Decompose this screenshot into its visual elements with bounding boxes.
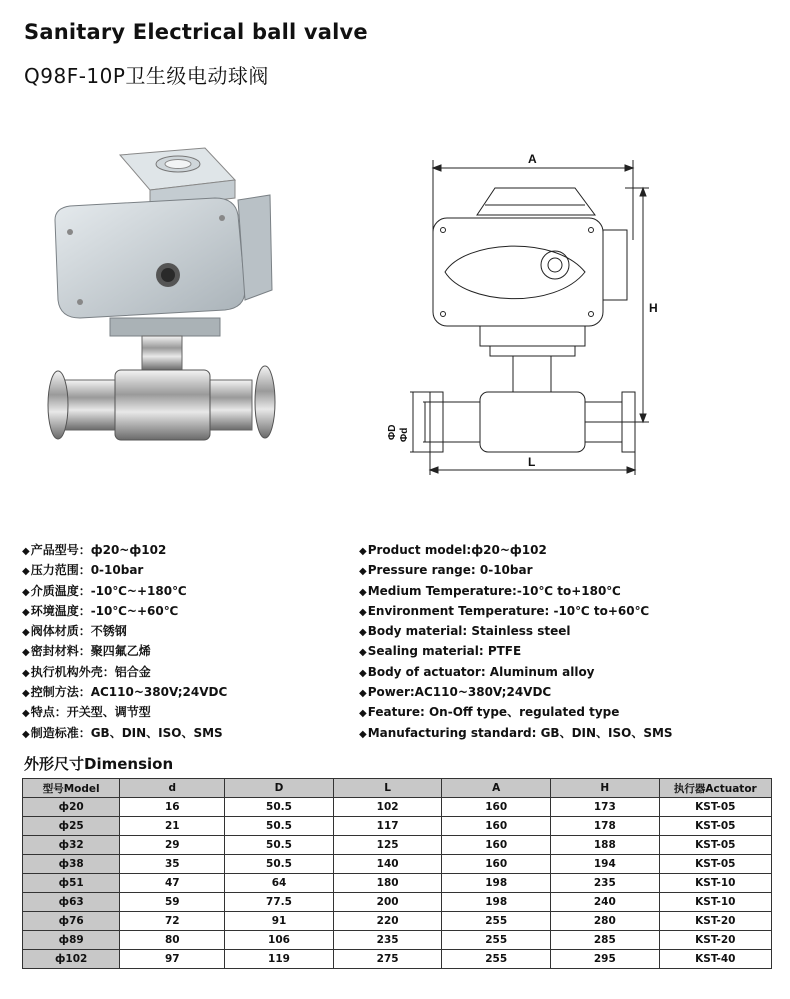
table-cell: 180	[333, 874, 442, 893]
spec-text: 介质温度：-10℃~+180℃	[30, 583, 187, 598]
model-cell: ф76	[23, 912, 120, 931]
spec-text: Environment Temperature: -10℃ to+60℃	[367, 603, 650, 618]
spec-row	[359, 582, 779, 602]
diamond-bullet-icon: ◆	[359, 728, 367, 740]
table-row	[23, 912, 772, 931]
model-cell: ф51	[23, 874, 120, 893]
diamond-bullet-icon: ◆	[359, 546, 367, 557]
diamond-bullet-icon: ◆	[22, 627, 30, 639]
model-cell: ф25	[23, 817, 120, 836]
spec-text: 特点：开关型、调节型	[30, 705, 151, 720]
spec-text: Medium Temperature:-10℃ to+180℃	[367, 583, 621, 598]
diamond-bullet-icon: ◆	[359, 708, 367, 720]
diamond-bullet-icon: ◆	[359, 688, 367, 700]
table-cell: 50.5	[225, 836, 334, 855]
table-cell: KST-40	[659, 950, 771, 969]
table-cell: 50.5	[225, 798, 334, 817]
table-cell: 35	[120, 855, 225, 874]
dim-label-L: L	[528, 455, 536, 469]
diamond-bullet-icon: ◆	[359, 627, 367, 639]
model-cell: ф20	[23, 798, 120, 817]
table-cell: 97	[120, 950, 225, 969]
diamond-bullet-icon: ◆	[359, 606, 367, 618]
table-cell: 64	[225, 874, 334, 893]
table-cell: 16	[120, 798, 225, 817]
table-cell: 255	[442, 931, 551, 950]
spec-text: 压力范围：0-10bar	[30, 563, 144, 578]
table-cell: 173	[551, 798, 660, 817]
table-cell: KST-20	[659, 912, 771, 931]
table-row	[23, 817, 772, 836]
table-cell: 200	[333, 893, 442, 912]
spec-text: Pressure range: 0-10bar	[367, 563, 533, 578]
spec-row	[359, 683, 779, 703]
table-cell: 125	[333, 836, 442, 855]
diamond-bullet-icon: ◆	[22, 728, 30, 740]
valve-dimension-drawing	[385, 150, 675, 480]
table-cell: 91	[225, 912, 334, 931]
table-cell: KST-05	[659, 798, 771, 817]
table-cell: 106	[225, 931, 334, 950]
spec-text: 环境温度：-10℃~+60℃	[30, 603, 179, 618]
table-cell: KST-05	[659, 817, 771, 836]
spec-text: 阀体材质：不锈钢	[30, 624, 127, 639]
spec-text: Feature: On-Off type、regulated type	[367, 705, 620, 720]
diamond-bullet-icon: ◆	[22, 586, 30, 598]
dim-label-D: ΦD	[387, 424, 398, 440]
table-cell: 255	[442, 912, 551, 931]
spec-row	[359, 622, 779, 642]
table-cell: 50.5	[225, 855, 334, 874]
table-header-cell: d	[120, 779, 225, 798]
spec-row	[359, 703, 779, 723]
diamond-bullet-icon: ◆	[359, 566, 367, 578]
spec-row	[22, 541, 352, 561]
spec-text: 控制方法：AC110~380V;24VDC	[30, 685, 228, 700]
table-cell: 29	[120, 836, 225, 855]
table-header-cell: 型号Model	[23, 779, 120, 798]
dim-label-d: Φd	[399, 427, 410, 442]
diamond-bullet-icon: ◆	[359, 647, 367, 659]
diamond-bullet-icon: ◆	[22, 647, 30, 659]
table-cell: 160	[442, 798, 551, 817]
diamond-bullet-icon: ◆	[22, 688, 30, 700]
table-cell: 240	[551, 893, 660, 912]
spec-text: 产品型号：ф20~ф102	[30, 543, 167, 557]
model-cell: ф89	[23, 931, 120, 950]
table-row	[23, 798, 772, 817]
spec-row	[359, 602, 779, 622]
table-row	[23, 931, 772, 950]
spec-text: Sealing material: PTFE	[367, 644, 522, 659]
table-header-cell: H	[551, 779, 660, 798]
table-cell: 72	[120, 912, 225, 931]
specs-english	[359, 541, 779, 744]
table-cell: 117	[333, 817, 442, 836]
spec-text: 执行机构外壳：铝合金	[30, 664, 151, 679]
valve-product-photo	[40, 140, 290, 470]
spec-row	[22, 724, 352, 744]
diamond-bullet-icon: ◆	[22, 708, 30, 720]
spec-row	[22, 683, 352, 703]
spec-row	[359, 642, 779, 662]
table-cell: KST-10	[659, 874, 771, 893]
table-cell: KST-10	[659, 893, 771, 912]
table-cell: 198	[442, 893, 551, 912]
table-cell: KST-20	[659, 931, 771, 950]
spec-row	[22, 582, 352, 602]
model-cell: ф32	[23, 836, 120, 855]
table-header-cell: A	[442, 779, 551, 798]
table-cell: 188	[551, 836, 660, 855]
spec-text: Power:AC110~380V;24VDC	[367, 685, 552, 700]
table-cell: 119	[225, 950, 334, 969]
table-cell: KST-05	[659, 855, 771, 874]
dimension-table-body	[23, 798, 772, 969]
diamond-bullet-icon: ◆	[22, 566, 30, 578]
spec-text: Body of actuator: Aluminum alloy	[367, 664, 595, 679]
table-cell: 255	[442, 950, 551, 969]
model-cell: ф38	[23, 855, 120, 874]
table-cell: 194	[551, 855, 660, 874]
table-cell: 235	[551, 874, 660, 893]
spec-row	[22, 703, 352, 723]
spec-row	[22, 663, 352, 683]
table-cell: 77.5	[225, 893, 334, 912]
diamond-bullet-icon: ◆	[22, 667, 30, 679]
table-row	[23, 836, 772, 855]
dimension-table-header	[23, 779, 772, 798]
table-cell: 220	[333, 912, 442, 931]
table-cell: 295	[551, 950, 660, 969]
table-cell: 160	[442, 836, 551, 855]
table-row	[23, 855, 772, 874]
table-cell: 80	[120, 931, 225, 950]
table-cell: 102	[333, 798, 442, 817]
dim-label-H: H	[649, 301, 658, 315]
diamond-bullet-icon: ◆	[359, 586, 367, 598]
spec-row	[22, 622, 352, 642]
table-cell: 140	[333, 855, 442, 874]
spec-row	[22, 642, 352, 662]
spec-text: Manufacturing standard: GB、DIN、ISO、SMS	[367, 725, 673, 740]
page-subtitle: Q98F-10P卫生级电动球阀	[24, 64, 269, 88]
dimension-table	[22, 778, 772, 969]
table-cell: 235	[333, 931, 442, 950]
spec-row	[359, 724, 779, 744]
table-cell: 160	[442, 817, 551, 836]
diamond-bullet-icon: ◆	[22, 606, 30, 618]
table-cell: 50.5	[225, 817, 334, 836]
dim-label-A: A	[528, 152, 537, 166]
diamond-bullet-icon: ◆	[22, 546, 30, 557]
model-cell: ф102	[23, 950, 120, 969]
table-cell: 198	[442, 874, 551, 893]
table-header-cell: D	[225, 779, 334, 798]
spec-text: 密封材料：聚四氟乙烯	[30, 644, 151, 659]
specs-chinese	[22, 541, 352, 744]
table-row	[23, 874, 772, 893]
table-cell: 47	[120, 874, 225, 893]
diamond-bullet-icon: ◆	[359, 667, 367, 679]
spec-row	[359, 541, 779, 561]
table-header-cell: L	[333, 779, 442, 798]
table-row	[23, 893, 772, 912]
model-cell: ф63	[23, 893, 120, 912]
spec-row	[359, 663, 779, 683]
table-header-cell: 执行器Actuator	[659, 779, 771, 798]
table-cell: 275	[333, 950, 442, 969]
page-title: Sanitary Electrical ball valve	[24, 20, 368, 44]
table-cell: KST-05	[659, 836, 771, 855]
spec-text: Product model:ф20~ф102	[367, 543, 547, 557]
spec-text: 制造标准：GB、DIN、ISO、SMS	[30, 725, 223, 740]
spec-row	[22, 602, 352, 622]
spec-row	[359, 561, 779, 581]
spec-text: Body material: Stainless steel	[367, 624, 571, 639]
table-cell: 178	[551, 817, 660, 836]
table-cell: 280	[551, 912, 660, 931]
dimension-title: 外形尺寸Dimension	[24, 755, 174, 773]
table-cell: 59	[120, 893, 225, 912]
table-cell: 21	[120, 817, 225, 836]
spec-row	[22, 561, 352, 581]
table-cell: 285	[551, 931, 660, 950]
table-cell: 160	[442, 855, 551, 874]
table-row	[23, 950, 772, 969]
